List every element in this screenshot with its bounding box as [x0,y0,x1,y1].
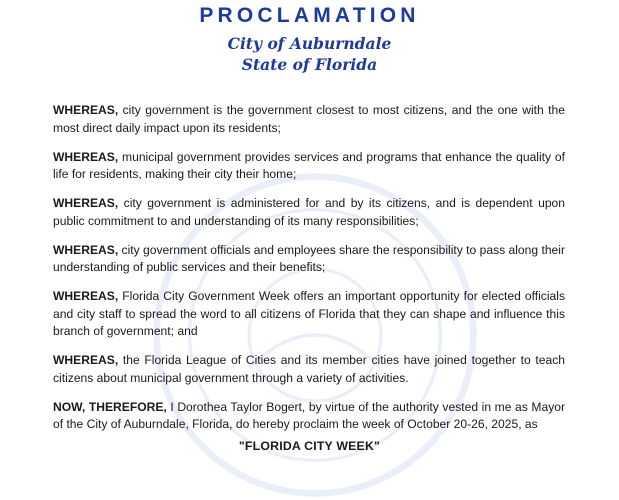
proclaimed-week-title: "FLORIDA CITY WEEK" [238,439,381,453]
city-name: City of Auburndale [227,34,392,53]
paragraph-lead: WHEREAS, [53,149,119,164]
therefore-paragraph [53,399,565,434]
paragraph-lead: WHEREAS, [53,242,119,257]
paragraph-text: Florida City Government Week offers an important opportunity for elected officials and city staff to spread the word to all citizens of Florida that they can shape and influence this branch of government; and [53,289,565,338]
paragraph-text: city government is the government closest to most citizens, and the one with the most direct daily impact upon its residents; [53,103,565,135]
paragraph-text: I Dorothea Taylor Bogert, by virtue of the authority vested in me as Mayor of the City of Auburndale, Florida, do hereby proclaim the week of October 20-26, 2025, as [53,399,565,431]
paragraph-lead: NOW, THEREFORE, [53,399,167,414]
whereas-paragraph [53,149,565,184]
paragraph-text: municipal government provides services and programs that enhance the quality of life for residents, making their city their home; [53,149,565,181]
paragraph-lead: WHEREAS, [53,289,119,303]
whereas-paragraph [53,288,565,341]
paragraph-text: city government is administered for and by its citizens, and is dependent upon public commitment to and understanding of its many responsibilities; [53,196,565,228]
state-name: State of Florida [241,55,378,74]
whereas-paragraph [53,242,565,277]
whereas-paragraph [53,195,565,230]
paragraph-lead: WHEREAS, [53,353,119,367]
proclamation-body [53,102,565,445]
whereas-paragraph [53,352,565,387]
proclamation-title: PROCLAMATION [199,4,420,27]
paragraph-lead: WHEREAS, [53,103,119,117]
paragraph-lead: WHEREAS, [53,196,119,210]
paragraph-text: the Florida League of Cities and its member cities have joined together to teach citizens about municipal government through a variety of activities. [53,353,565,385]
whereas-paragraph [53,102,565,137]
paragraph-text: city government officials and employees share the responsibility to pass along their understanding of public services and their benefits; [53,242,566,274]
